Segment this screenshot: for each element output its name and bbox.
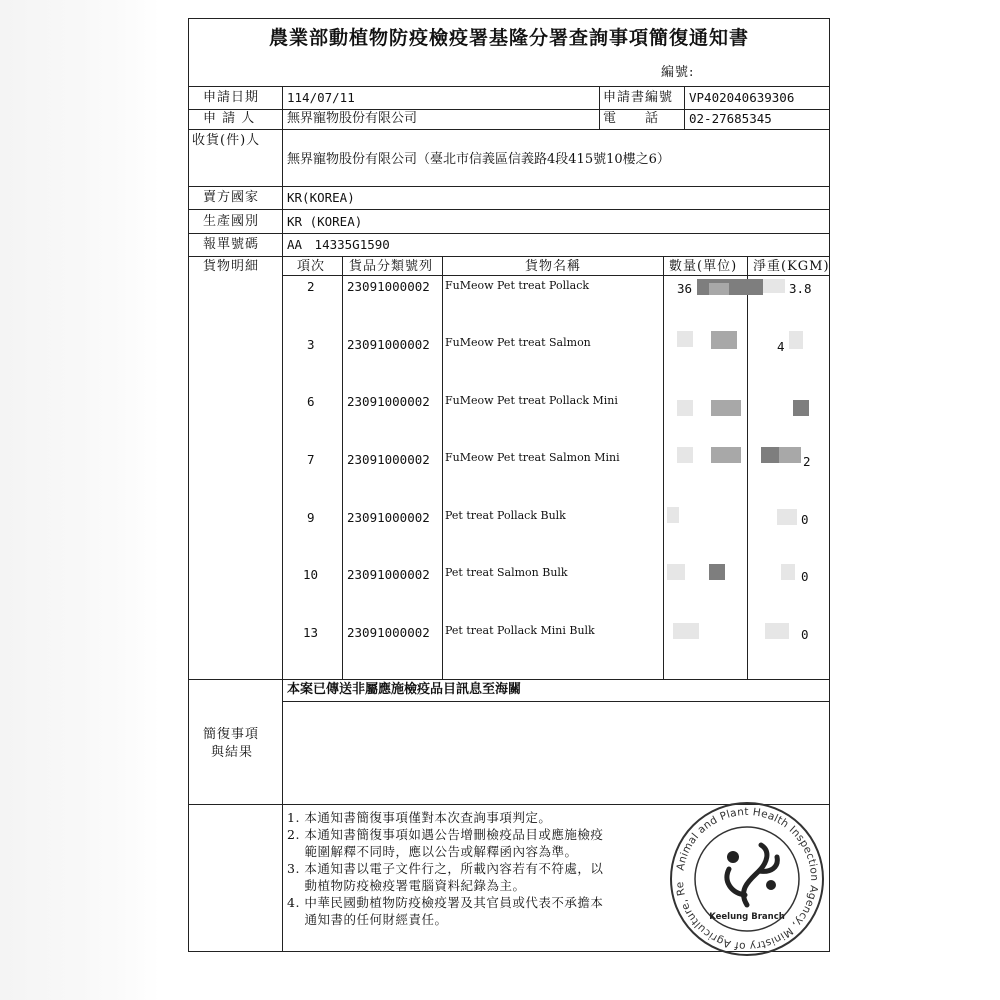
table-rule <box>189 233 829 234</box>
row-code: 23091000002 <box>347 394 430 409</box>
row-code: 23091000002 <box>347 279 430 294</box>
notes-list <box>287 809 603 928</box>
table-rule <box>599 86 600 129</box>
note-line: 1. 本通知書簡復事項僅對本次查詢事項判定。 <box>287 810 552 825</box>
consignee-value: 無界寵物股份有限公司（臺北市信義區信義路4段415號10樓之6） <box>287 152 670 167</box>
row-weight: 2 <box>803 454 811 469</box>
notice-document <box>188 18 830 952</box>
column-tariff-code: 貨品分類號列 <box>349 259 434 274</box>
seal-center-text: Keelung Branch <box>709 912 785 922</box>
redaction-block <box>763 279 785 293</box>
phone-value: 02-27685345 <box>689 111 772 126</box>
origin-country-label: 生產國別 <box>203 214 260 229</box>
redaction-block <box>793 400 809 416</box>
declaration-number-label: 報單號碼 <box>203 237 260 252</box>
table-rule <box>189 209 829 210</box>
note-line: 2. 本通知書簡復事項如遇公告增刪檢疫品目或應施檢疫 <box>287 827 604 842</box>
redaction-block <box>789 331 803 349</box>
redaction-block <box>697 279 763 295</box>
redaction-block <box>677 331 693 347</box>
table-rule <box>189 186 829 187</box>
column-goods-name: 貨物名稱 <box>525 259 582 274</box>
row-weight: 0 <box>801 627 809 642</box>
row-weight: 3.8 <box>789 281 812 296</box>
note-line: 3. 本通知書以電子文件行之，所載內容若有不符處，以 <box>287 861 604 876</box>
table-rule <box>189 129 829 130</box>
note-line: 4. 中華民國動植物防疫檢疫署及其官員或代表不承擔本 <box>287 895 604 910</box>
row-item: 7 <box>307 452 315 467</box>
seller-country-label: 賣方國家 <box>203 190 260 205</box>
note-line: 通知書的任何財經責任。 <box>287 912 448 927</box>
document-title: 農業部動植物防疫檢疫署基隆分署查詢事項簡復通知書 <box>268 27 749 49</box>
table-rule <box>189 86 829 87</box>
row-qty: 36 <box>677 281 693 296</box>
row-item: 2 <box>307 279 315 294</box>
table-rule <box>282 86 283 951</box>
row-name: Pet treat Salmon Bulk <box>445 566 568 579</box>
row-weight: 0 <box>801 569 809 584</box>
table-rule <box>189 109 829 110</box>
redaction-block <box>677 447 693 463</box>
row-name: FuMeow Pet treat Salmon Mini <box>445 451 620 464</box>
table-rule <box>342 256 343 679</box>
table-rule <box>442 256 443 679</box>
document-number-label: 編號: <box>661 65 695 80</box>
column-item: 項次 <box>297 259 326 274</box>
row-item: 3 <box>307 337 315 352</box>
result-text: 本案已傳送非屬應施檢疫品目訊息至海關 <box>287 682 522 697</box>
application-number-label: 申請書編號 <box>603 90 674 105</box>
table-rule <box>283 701 829 702</box>
declaration-number-value: AA 14335G1590 <box>287 237 390 252</box>
redaction-block <box>711 331 737 349</box>
row-name: FuMeow Pet treat Salmon <box>445 336 591 349</box>
row-name: Pet treat Pollack Bulk <box>445 509 566 522</box>
row-name: FuMeow Pet treat Pollack Mini <box>445 394 618 407</box>
row-item: 10 <box>303 567 319 582</box>
official-seal <box>667 799 827 959</box>
column-quantity: 數量(單位) <box>669 259 738 274</box>
scan-shadow <box>0 0 160 1000</box>
applicant-label: 申 請 人 <box>203 111 256 126</box>
column-net-weight: 淨重(KGM) <box>753 259 830 274</box>
redaction-block <box>667 564 685 580</box>
row-name: Pet treat Pollack Mini Bulk <box>445 624 595 637</box>
redaction-block <box>777 509 797 525</box>
result-label-line2: 與結果 <box>211 745 254 760</box>
row-name: FuMeow Pet treat Pollack <box>445 279 590 292</box>
table-rule <box>663 256 664 679</box>
goods-section-label: 貨物明細 <box>203 259 260 274</box>
row-code: 23091000002 <box>347 337 430 352</box>
row-weight: 4 <box>777 339 785 354</box>
note-line: 範圍解釋不同時，應以公告或解釋函內容為準。 <box>287 844 578 859</box>
application-number-value: VP402040639306 <box>689 90 795 105</box>
redaction-block <box>673 623 699 639</box>
redaction-block <box>667 507 679 523</box>
redaction-block <box>765 623 789 639</box>
apply-date-value: 114/07/11 <box>287 90 355 105</box>
redaction-block <box>779 447 801 463</box>
table-rule <box>189 679 829 680</box>
row-code: 23091000002 <box>347 567 430 582</box>
redaction-block <box>677 400 693 416</box>
applicant-value: 無界寵物股份有限公司 <box>287 111 418 126</box>
consignee-label: 收貨(件)人 <box>192 133 261 148</box>
redaction-block <box>761 447 779 463</box>
redaction-block <box>781 564 795 580</box>
table-rule <box>189 256 829 257</box>
row-item: 6 <box>307 394 315 409</box>
redaction-block <box>711 400 741 416</box>
redaction-block <box>709 564 725 580</box>
table-rule <box>747 256 748 679</box>
phone-label: 電 話 <box>603 111 660 126</box>
row-item: 9 <box>307 510 315 525</box>
table-rule <box>684 86 685 129</box>
row-code: 23091000002 <box>347 452 430 467</box>
apply-date-label: 申請日期 <box>203 90 260 105</box>
seal-ring-text: Animal and Plant Health Inspection Agency, Ministry of Agriculture, Re <box>673 805 821 953</box>
origin-country-value: KR (KOREA) <box>287 214 363 229</box>
row-item: 13 <box>303 625 319 640</box>
redaction-block <box>709 283 729 295</box>
row-weight: 0 <box>801 512 809 527</box>
row-code: 23091000002 <box>347 510 430 525</box>
note-line: 動植物防疫檢疫署電腦資料紀錄為主。 <box>287 878 526 893</box>
seller-country-value: KR(KOREA) <box>287 190 355 205</box>
redaction-block <box>711 447 741 463</box>
row-code: 23091000002 <box>347 625 430 640</box>
result-label-line1: 簡復事項 <box>203 727 260 742</box>
